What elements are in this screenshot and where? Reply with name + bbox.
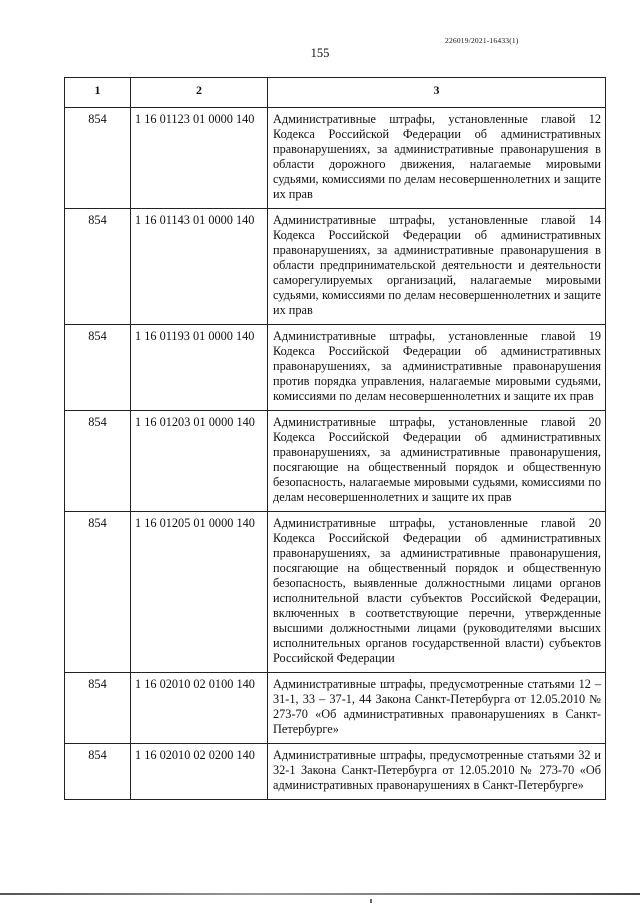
admin-code-cell: 854: [65, 411, 131, 512]
description-cell: Административные штрафы, предусмотренные статьями 12 – 31-1, 33 – 37-1, 44 Закона Санкт-Петербурга от 12.05.2010 № 273-70 «Об административных правонарушениях в Санкт-Петербурге»: [268, 673, 606, 744]
description-cell: Административные штрафы, установленные главой 20 Кодекса Российской Федерации об административных правонарушениях, за административные правонарушения, посягающие на общественный порядок и общественную безопасность, налагаемые мировыми судьями, комиссиями по делам несовершеннолетних и защите их прав: [268, 411, 606, 512]
table-row: [65, 411, 606, 512]
table-row: [65, 209, 606, 325]
budget-code-cell: 1 16 01123 01 0000 140: [131, 108, 268, 209]
column-header-3: 3: [268, 78, 606, 108]
table-row: [65, 325, 606, 411]
scan-edge-line: [0, 893, 640, 895]
admin-code-cell: 854: [65, 209, 131, 325]
admin-code-cell: 854: [65, 325, 131, 411]
column-header-2: 2: [131, 78, 268, 108]
budget-code-cell: 1 16 02010 02 0100 140: [131, 673, 268, 744]
admin-code-cell: 854: [65, 512, 131, 673]
page-number: 155: [310, 46, 330, 60]
document-id: 226019/2021-16433(1): [445, 36, 519, 45]
table-row: [65, 744, 606, 800]
admin-code-cell: 854: [65, 744, 131, 800]
budget-code-cell: 1 16 01203 01 0000 140: [131, 411, 268, 512]
description-cell: Административные штрафы, установленные главой 14 Кодекса Российской Федерации об административных правонарушениях, за административные правонарушения в области предпринимательской деятельности и деятельности саморегулируемых организаций, налагаемые мировыми судьями, комиссиями по делам несовершеннолетних и защите их прав: [268, 209, 606, 325]
budget-code-cell: 1 16 02010 02 0200 140: [131, 744, 268, 800]
table-row: [65, 673, 606, 744]
description-cell: Административные штрафы, установленные главой 12 Кодекса Российской Федерации об административных правонарушениях, за административные правонарушения в области дорожного движения, налагаемые мировыми судьями, комиссиями по делам несовершеннолетних и защите их прав: [268, 108, 606, 209]
table-row: [65, 108, 606, 209]
description-cell: Административные штрафы, установленные главой 19 Кодекса Российской Федерации об административных правонарушениях, за административные правонарушения против порядка управления, налагаемые мировыми судьями, комиссиями по делам несовершеннолетних и защите их прав: [268, 325, 606, 411]
admin-code-cell: 854: [65, 108, 131, 209]
budget-code-cell: 1 16 01193 01 0000 140: [131, 325, 268, 411]
description-cell: Административные штрафы, предусмотренные статьями 32 и 32-1 Закона Санкт-Петербурга от 12.05.2010 № 273-70 «Об административных правонарушениях в Санкт-Петербурге»: [268, 744, 606, 800]
description-cell: Административные штрафы, установленные главой 20 Кодекса Российской Федерации об административных правонарушениях, за административные правонарушения, посягающие на общественный порядок и общественную безопасность, выявленные должностными лицами органов исполнительной власти субъектов Российской Федерации, включенных в соответствующие перечни, утвержденные высшими должностными лицами (руководителями высших исполнительных органов государственной власти) субъектов Российской Федерации: [268, 512, 606, 673]
budget-code-cell: 1 16 01205 01 0000 140: [131, 512, 268, 673]
scan-mark: [370, 899, 372, 903]
admin-code-cell: 854: [65, 673, 131, 744]
table-row: [65, 512, 606, 673]
table-header-row: [65, 78, 606, 108]
budget-code-cell: 1 16 01143 01 0000 140: [131, 209, 268, 325]
revenue-codes-table: [64, 77, 606, 800]
column-header-1: 1: [65, 78, 131, 108]
